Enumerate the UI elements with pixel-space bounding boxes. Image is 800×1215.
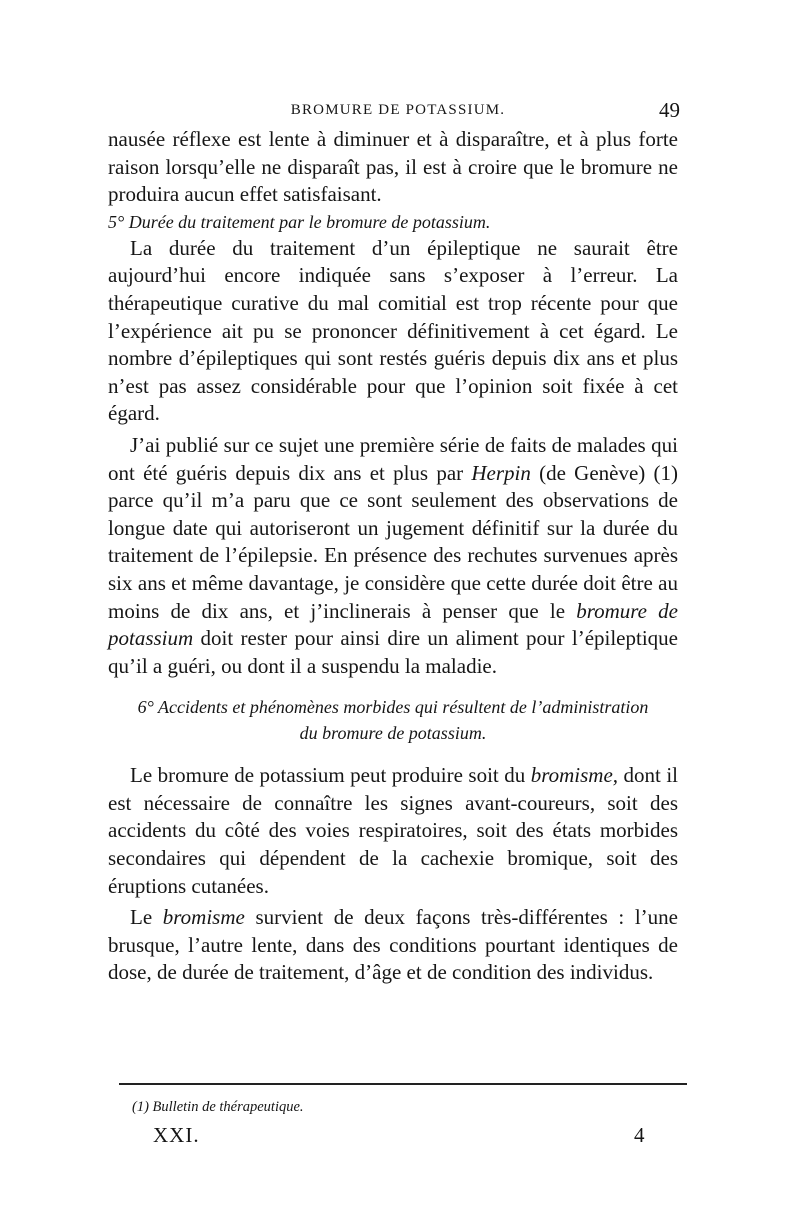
text-run: (de Genève) (1) parce qu’il m’a paru que ce sont seulement des observations de longue date qui autoriseront un jugement définitif sur la durée du traitement de l’épilepsie. En présence des rechutes survenues après six ans et même davantage, je considère que cette durée doit être au moins de dix ans, et j’inclinerais à penser que le: [108, 460, 678, 623]
emphasis-bromure: bromure de potassium: [108, 598, 679, 651]
running-header: [108, 98, 688, 124]
paragraph-duration: La durée du traitement d’un épileptique ne saurait être aujourd’hui encore indiquée sans s’exposer à l’erreur. La thérapeutique curative du mal comitial est trop récente pour que l’expérience ait pu se prononcer définitivement à cet égard. Le nombre d’épileptiques qui sont restés guéris depuis dix ans et plus n’est pas assez considérable pour que l’opinion soit fixée à cet égard.: [108, 235, 678, 426]
herpin-citation: Herpin: [471, 460, 531, 485]
text-run: dont il est nécessaire de connaître les signes avant-coureurs, soit des accidents du côté des voies respiratoires, soit des états morbides secondaires qui dépendent de la cachexie bromique, soit des éruptions cutanées.: [108, 763, 678, 898]
footnote: (1) Bulletin de thérapeutique.: [132, 1099, 304, 1115]
text-run: doit rester pour ainsi dire un aliment pour l’épileptique qu’il a guéri, ou dont il a suspendu la maladie.: [108, 626, 678, 678]
section-heading-5: 5° Durée du traitement par le bromure de potassium.: [108, 211, 491, 232]
signature-mark: XXI.: [153, 1123, 200, 1147]
text-run: J’ai publié sur ce sujet une première série de faits de malades qui ont été guéris depuis dix ans et plus par: [108, 432, 678, 485]
text-run: Le bromure de potassium peut produire soit du: [130, 763, 531, 788]
page-number: 49: [659, 98, 680, 122]
section-heading-6-line1: 6° Accidents et phénomènes morbides qui résultent de l’administration: [137, 697, 649, 718]
body-text: [108, 126, 678, 987]
emphasis-bromisme: bromisme: [162, 905, 245, 930]
text-run: Le: [130, 905, 163, 930]
section-heading-6-line2: du bromure de potassium.: [299, 723, 487, 744]
section-heading-6: [108, 694, 678, 746]
emphasis-bromisme: bromisme,: [530, 763, 619, 788]
running-title: BROMURE DE POTASSIUM.: [290, 102, 506, 118]
footnote-rule: [119, 1083, 687, 1085]
paragraph-accidents: [108, 762, 678, 900]
signature-number: 4: [634, 1123, 645, 1147]
text-run: survient de deux façons très-différentes : l’une brusque, l’autre lente, dans des conditions pourtant identiques de dose, de durée de traitement, d’âge et de condition des individus.: [108, 905, 678, 985]
paragraph-bromisme: [108, 904, 678, 987]
paragraph-herpin: [108, 432, 678, 680]
paragraph-continuation: nausée réflexe est lente à diminuer et à disparaître, et à plus forte raison lorsqu’elle ne disparaît pas, il est à croire que le bromure ne produira aucun effet satisfaisant.: [108, 127, 678, 207]
